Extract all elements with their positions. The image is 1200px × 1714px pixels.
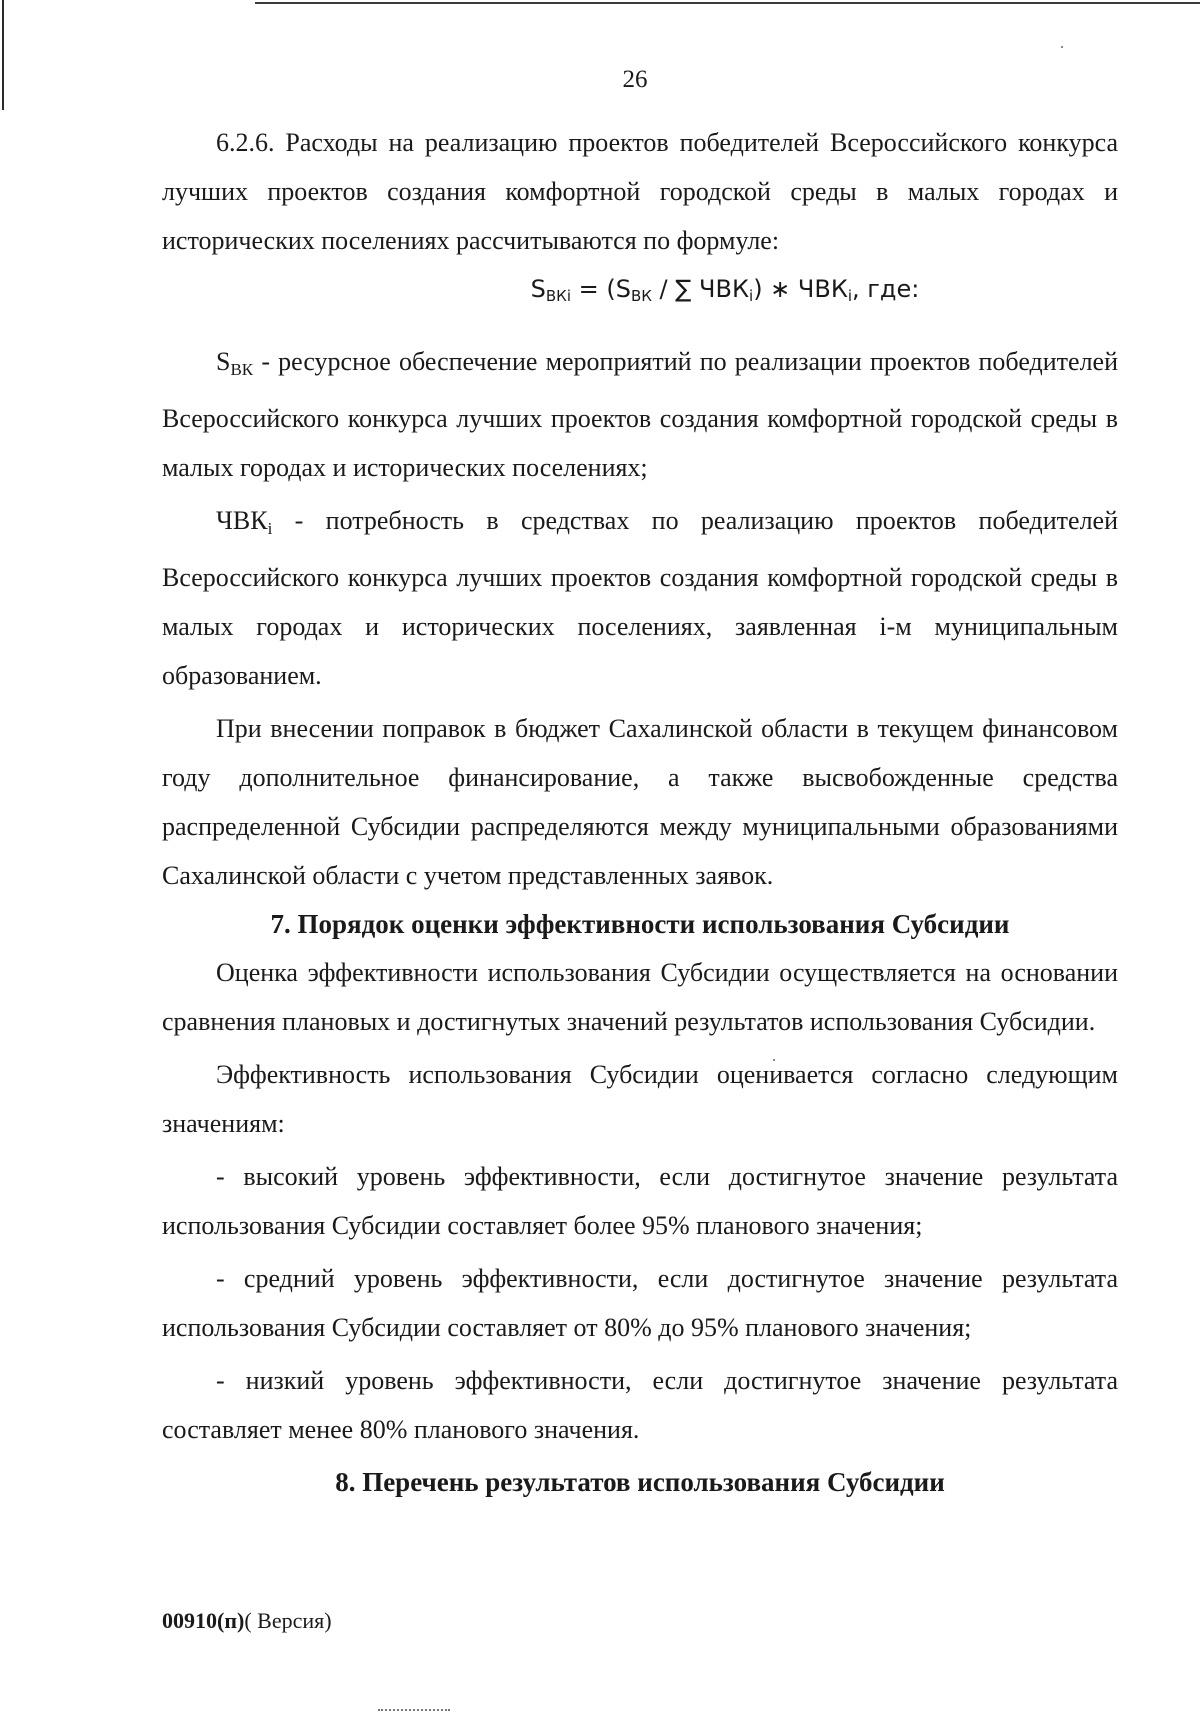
definition-chvk: $ЧВК_i$ - потребность в средствах по реализацию проектов победителей Всероссийского конкурса лучших проектов создания комфортной городской среды в малых городах и исторических поселениях, заявленная i-м муниципальным образованием. — [162, 506, 1118, 690]
section-7-paragraph-2: Эффективность использования Субсидии оценивается согласно следующим значениям: — [162, 1060, 1118, 1138]
scan-edge-bottom — [378, 1709, 450, 1713]
term-chvk: ЧВК — [216, 506, 268, 535]
section-8-heading: 8. Перечень результатов использования Субсидии — [335, 1467, 945, 1497]
scan-edge-top — [255, 2, 1200, 4]
paragraph-amendments: При внесении поправок в бюджет Сахалинской области в текущем финансовом году дополнительное финансирование, а также высвобожденные средства распределенной Субсидии распределяются между муниципальными образованиями Сахалинской области с учетом представленных заявок. — [162, 714, 1118, 890]
section-7-heading: 7. Порядок оценки эффективности использования Субсидии — [270, 909, 1010, 939]
formula: $S_{ВКi} = (S_{ВК}$ / ∑ $ЧВК_i$) ∗ $ЧВК_i$, где: — [530, 275, 920, 305]
list-item-high: - высокий уровень эффективности, если достигнутое значение результата использования Субсидии составляет более 95% планового значения; — [162, 1162, 1118, 1240]
list-item-mid: - средний уровень эффективности, если достигнутое значение результата использования Субсидии составляет от 80% до 95% планового значения; — [162, 1264, 1118, 1342]
scan-speck — [1061, 46, 1063, 48]
document-body — [162, 118, 1118, 1506]
list-item-low: - низкий уровень эффективности, если достигнутое значение результата составляет менее 80% планового значения. — [162, 1366, 1118, 1444]
section-7-paragraph-1: Оценка эффективности использования Субсидии осуществляется на основании сравнения плановых и достигнутых значений результатов использования Субсидии. — [162, 958, 1118, 1036]
term-svk: S — [216, 347, 231, 376]
document-code: 00910(п)( Версия) — [162, 1608, 332, 1633]
page-number: 26 — [622, 66, 648, 93]
definition-svk: $S_{ВК}$ - ресурсное обеспечение мероприятий по реализации проектов победителей Всероссийского конкурса лучших проектов создания комфортной городской среды в малых городах и исторических поселениях; — [162, 347, 1118, 482]
paragraph-6-2-6: 6.2.6. Расходы на реализацию проектов победителей Всероссийского конкурса лучших проектов создания комфортной городской среды в малых городах и исторических поселениях рассчитываются по формуле: — [162, 128, 1118, 255]
